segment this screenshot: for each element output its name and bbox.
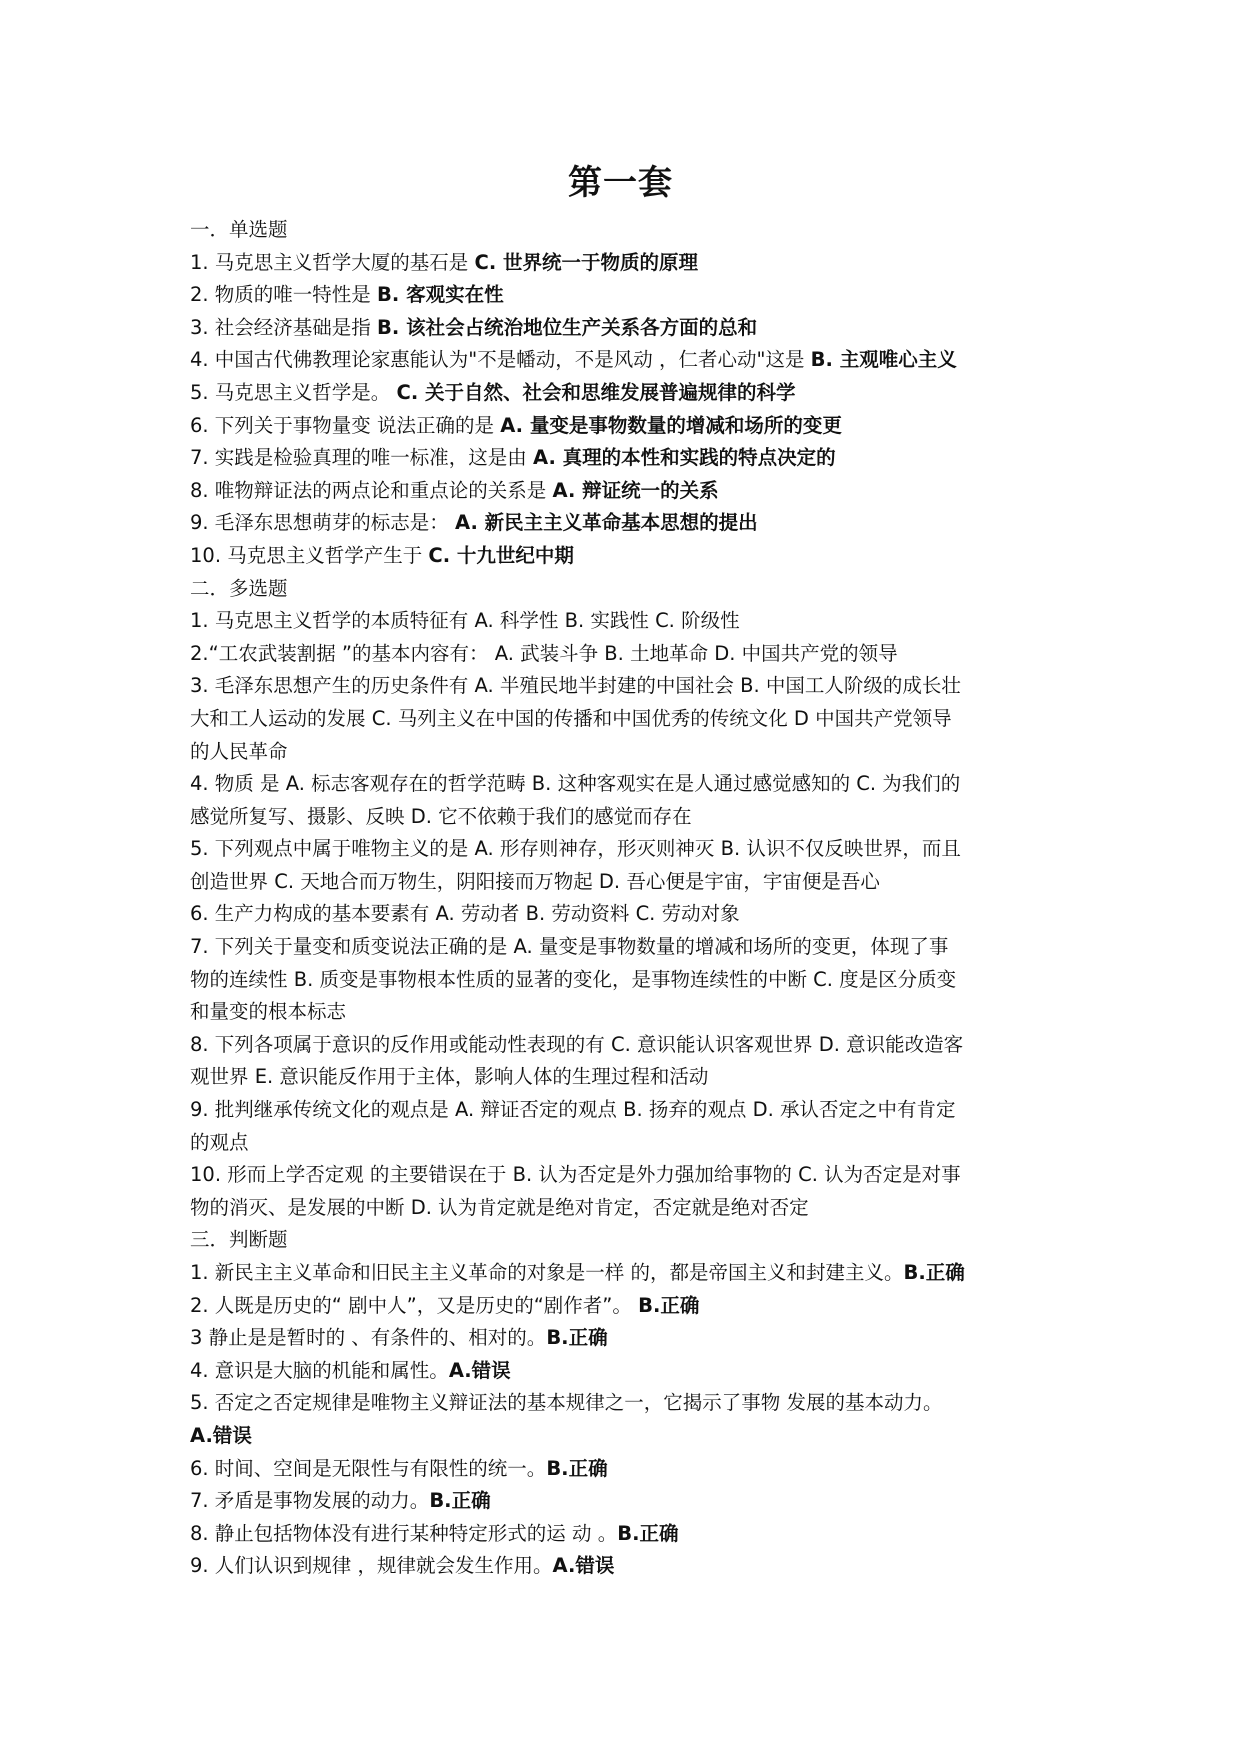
answer-text: B. 该社会占统治地位生产关系各方面的总和: [377, 315, 758, 339]
question-item: [190, 1290, 1070, 1323]
page-title: 第一套: [568, 163, 673, 203]
question-item: [190, 442, 1070, 475]
question-item: [190, 1387, 1070, 1452]
answer-text: A.错误: [448, 1358, 511, 1382]
question-line: 和量变的根本标志: [190, 1000, 347, 1024]
true-false-list: [190, 1257, 1070, 1583]
question-text: 7. 矛盾是事物发展的动力。: [190, 1489, 430, 1513]
question-text: 6. 下列关于事物量变 说法正确的是: [190, 413, 501, 437]
question-text: 1. 新民主主义革命和旧民主主义革命的对象是一样 的，都是帝国主义和封建主义。: [190, 1261, 904, 1284]
question-item: [190, 605, 1070, 638]
question-line: 创造世界 C. 天地合而万物生，阴阳接而万物起 D. 吾心便是宇宙，宇宙便是吾心: [190, 869, 880, 893]
question-item: [190, 1485, 1070, 1518]
question-text: 6. 时间、空间是无限性与有限性的统一。: [190, 1456, 547, 1480]
question-line: 6. 生产力构成的基本要素有 A. 劳动者 B. 劳动资料 C. 劳动对象: [190, 902, 740, 926]
question-item: [190, 638, 1070, 671]
question-line: 9. 批判继承传统文化的观点是 A. 辩证否定的观点 B. 扬弃的观点 D. 承认否定之中有肯定: [190, 1098, 956, 1122]
question-item: [190, 1453, 1070, 1486]
answer-text: B.正确: [546, 1326, 608, 1350]
answer-text: A. 辩证统一的关系: [552, 478, 719, 502]
answer-text: B.正确: [638, 1293, 700, 1317]
section-heading-multiple-choice: 二．多选题: [190, 576, 288, 600]
question-text: 5. 否定之否定规律是唯物主义辩证法的基本规律之一，它揭示了事物 发展的基本动力。: [190, 1391, 943, 1415]
answer-text: A.错误: [190, 1423, 252, 1447]
question-line: 观世界 E. 意识能反作用于主体，影响人体的生理过程和活动: [190, 1065, 709, 1089]
question-text: 4. 意识是大脑的机能和属性。: [190, 1358, 449, 1382]
question-text: 9. 毛泽东思想萌芽的标志是：: [190, 511, 456, 535]
section-heading-true-false: 三．判断题: [190, 1228, 288, 1252]
answer-text: B.正确: [429, 1489, 491, 1513]
answer-text: B. 主观唯心主义: [810, 348, 957, 372]
multiple-choice-list: [190, 605, 1070, 1224]
question-item: [190, 1322, 1070, 1355]
question-item: [190, 1159, 1070, 1224]
document-body: [190, 214, 1070, 1583]
question-text: 3 静止是是暂时的 、有条件的、相对的。: [190, 1326, 547, 1350]
question-line: 物的消灭、是发展的中断 D. 认为肯定就是绝对肯定，否定就是绝对否定: [190, 1195, 809, 1219]
question-text: 1. 马克思主义哲学大厦的基石是: [190, 250, 475, 274]
answer-text: C. 关于自然、社会和思维发展普遍规律的科学: [396, 380, 796, 404]
question-item: [190, 312, 1070, 345]
answer-text: C. 世界统一于物质的原理: [474, 250, 699, 274]
question-text: 5. 马克思主义哲学是。: [190, 380, 397, 404]
answer-text: A. 新民主主义革命基本思想的提出: [455, 511, 758, 535]
question-line: 10. 形而上学否定观 的主要错误在于 B. 认为否定是外力强加给事物的 C. 认为否定是对事: [190, 1163, 961, 1187]
question-line: 4. 物质 是 A. 标志客观存在的哲学范畴 B. 这种客观实在是人通过感觉感知的 C. 为我们的: [190, 772, 961, 796]
question-line: 2.“工农武装割据 ”的基本内容有： A. 武装斗争 B. 土地革命 D. 中国共产党的领导: [190, 641, 898, 665]
question-item: [190, 1257, 1070, 1290]
question-item: [190, 1094, 1070, 1159]
answer-text: C. 十九世纪中期: [428, 543, 574, 567]
question-item: [190, 1550, 1070, 1583]
question-line: 的人民革命: [190, 739, 288, 763]
question-item: [190, 377, 1070, 410]
answer-text: A.错误: [552, 1554, 615, 1578]
question-line: 5. 下列观点中属于唯物主义的是 A. 形存则神存，形灭则神灭 B. 认识不仅反映世界，而且: [190, 837, 961, 861]
question-item: [190, 1355, 1070, 1388]
section-heading-single-choice: 一．单选题: [190, 218, 288, 241]
question-text: 10. 马克思主义哲学产生于: [190, 543, 429, 567]
question-text: 4. 中国古代佛教理论家惠能认为"不是幡动，不是风动 ，仁者心动"这是: [190, 348, 811, 372]
question-item: [190, 475, 1070, 508]
question-item: [190, 931, 1070, 1029]
question-text: 8. 唯物辩证法的两点论和重点论的关系是: [190, 478, 553, 502]
question-text: 3. 社会经济基础是指: [190, 315, 378, 339]
answer-text: B.正确: [903, 1261, 965, 1284]
question-text: 9. 人们认识到规律 ，规律就会发生作用。: [190, 1554, 553, 1578]
question-line: 感觉所复写、摄影、反映 D. 它不依赖于我们的感觉而存在: [190, 804, 692, 828]
answer-text: B.正确: [546, 1456, 608, 1480]
question-line: 物的连续性 B. 质变是事物根本性质的显著的变化，是事物连续性的中断 C. 度是区分质变: [190, 967, 957, 991]
single-choice-list: [190, 247, 1070, 573]
question-item: [190, 247, 1070, 280]
answer-text: B.正确: [617, 1521, 679, 1545]
question-item: [190, 898, 1070, 931]
question-item: [190, 1518, 1070, 1551]
question-text: 7. 实践是检验真理的唯一标准，这是由: [190, 446, 534, 470]
question-item: [190, 279, 1070, 312]
question-text: 2. 人既是历史的“ 剧中人”，又是历史的“剧作者”。: [190, 1293, 639, 1317]
question-item: [190, 768, 1070, 833]
question-item: [190, 410, 1070, 443]
question-item: [190, 833, 1070, 898]
answer-text: B. 客观实在性: [377, 283, 504, 307]
question-item: [190, 670, 1070, 768]
question-line: 3. 毛泽东思想产生的历史条件有 A. 半殖民地半封建的中国社会 B. 中国工人阶级的成长壮: [190, 674, 961, 698]
question-text: 8. 静止包括物体没有进行某种特定形式的运 动 。: [190, 1521, 618, 1545]
answer-text: A. 量变是事物数量的增减和场所的变更: [500, 413, 842, 437]
question-item: [190, 507, 1070, 540]
question-line: 的观点: [190, 1130, 249, 1154]
question-item: [190, 540, 1070, 573]
question-line: 1. 马克思主义哲学的本质特征有 A. 科学性 B. 实践性 C. 阶级性: [190, 609, 740, 633]
question-line: 8. 下列各项属于意识的反作用或能动性表现的有 C. 意识能认识客观世界 D. 意识能改造客: [190, 1032, 964, 1056]
question-item: [190, 1029, 1070, 1094]
question-text: 2. 物质的唯一特性是: [190, 283, 378, 307]
question-line: 7. 下列关于量变和质变说法正确的是 A. 量变是事物数量的增减和场所的变更，体现了事: [190, 935, 949, 959]
question-item: [190, 344, 1070, 377]
answer-text: A. 真理的本性和实践的特点决定的: [533, 446, 836, 470]
question-line: 大和工人运动的发展 C. 马列主义在中国的传播和中国优秀的传统文化 D 中国共产党领导: [190, 706, 952, 730]
